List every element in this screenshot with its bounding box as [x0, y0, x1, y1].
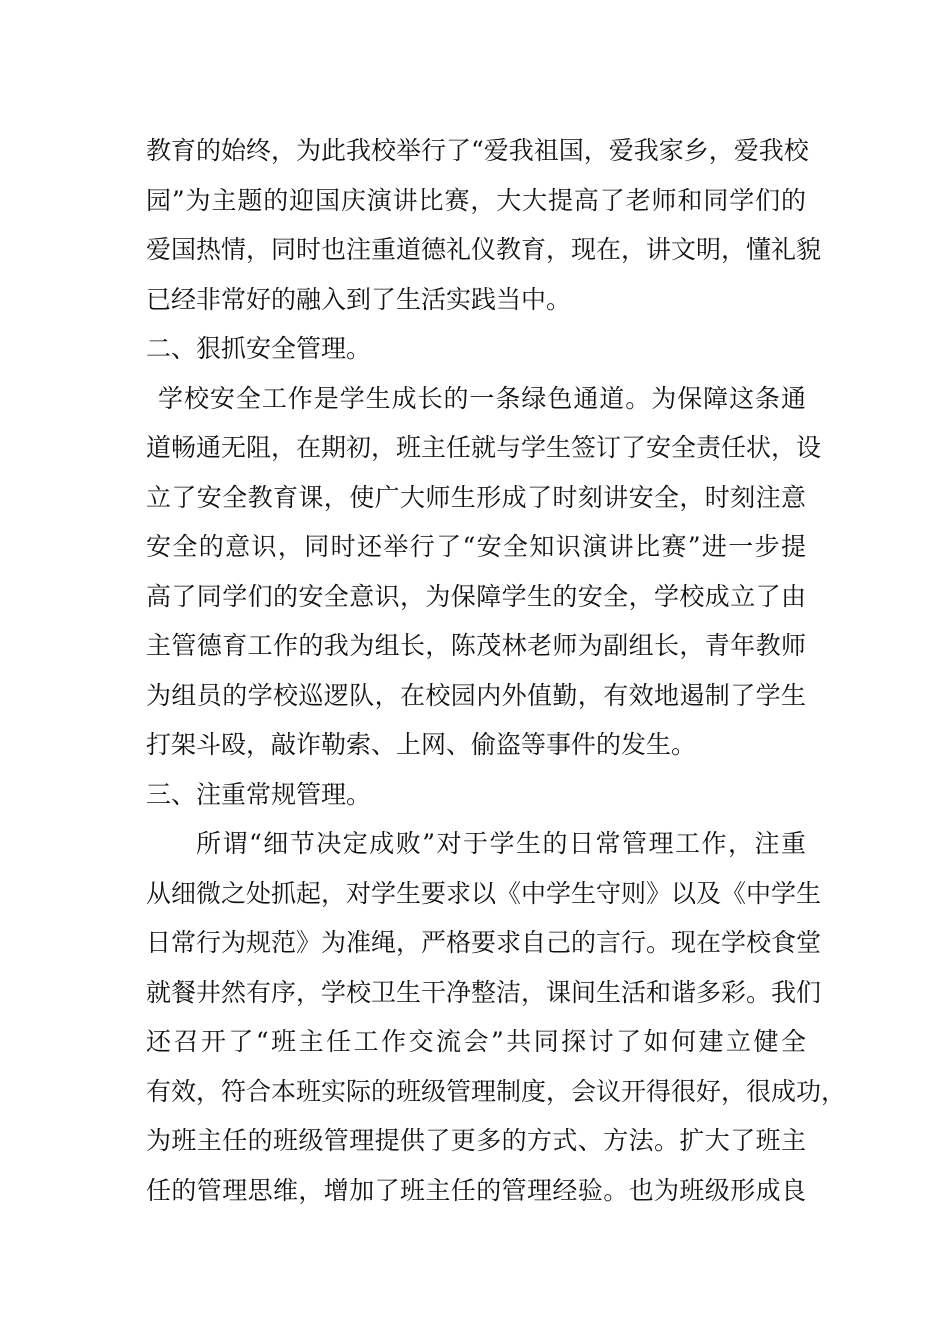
text-line: 教育的始终，为此我校举行了“爱我祖国，爱我家乡，爱我校: [146, 136, 809, 165]
text-line: 有效，符合本班实际的班级管理制度，会议开得很好，很成功，: [146, 1076, 847, 1106]
text-line: 日常行为规范》为准绳，严格要求自己的言行。现在学校食堂: [146, 928, 822, 957]
text-line: 所谓“细节决定成败”对于学生的日常管理工作，注重: [196, 829, 806, 858]
text-line: 道畅通无阻，在期初，班主任就与学生签订了安全责任状，设: [146, 433, 822, 462]
text-line: 主管德育工作的我为组长，陈茂林老师为副组长，青年教师: [146, 631, 806, 660]
text-line: 任的管理思维，增加了班主任的管理经验。也为班级形成良: [146, 1175, 806, 1205]
text-line: 高了同学们的安全意识，为保障学生的安全，学校成立了由: [146, 581, 806, 611]
text-line: 为组员的学校巡逻队，在校园内外值勤，有效地遏制了学生: [146, 680, 806, 710]
text-line: 立了安全教育课，使广大师生形成了时刻讲安全，时刻注意: [146, 482, 806, 512]
text-line: 三、注重常规管理。: [146, 779, 372, 809]
text-line: 爱国热情，同时也注重道德礼仪教育，现在，讲文明，懂礼貌: [146, 235, 822, 264]
document-body: [146, 126, 847, 1215]
text-line: 已经非常好的融入到了生活实践当中。: [146, 284, 572, 314]
text-line: 学校安全工作是学生成长的一条绿色通道。为保障这条通: [158, 383, 806, 413]
text-line: 还召开了“班主任工作交流会”共同探讨了如何建立健全: [146, 1027, 806, 1056]
text-line: 就餐井然有序，学校卫生干净整洁，课间生活和谐多彩。我们: [146, 977, 822, 1007]
text-line: 园”为主题的迎国庆演讲比赛，大大提高了老师和同学们的: [146, 185, 806, 215]
text-line: 从细微之处抓起，对学生要求以《中学生守则》以及《中学生: [146, 878, 822, 908]
text-line: 打架斗殴，敲诈勒索、上网、偷盗等事件的发生。: [146, 730, 697, 759]
text-line: 为班主任的班级管理提供了更多的方式、方法。扩大了班主: [146, 1126, 806, 1155]
text-line: 二、狠抓安全管理。: [146, 334, 372, 363]
text-line: 安全的意识，同时还举行了“安全知识演讲比赛”进一步提: [146, 532, 806, 561]
